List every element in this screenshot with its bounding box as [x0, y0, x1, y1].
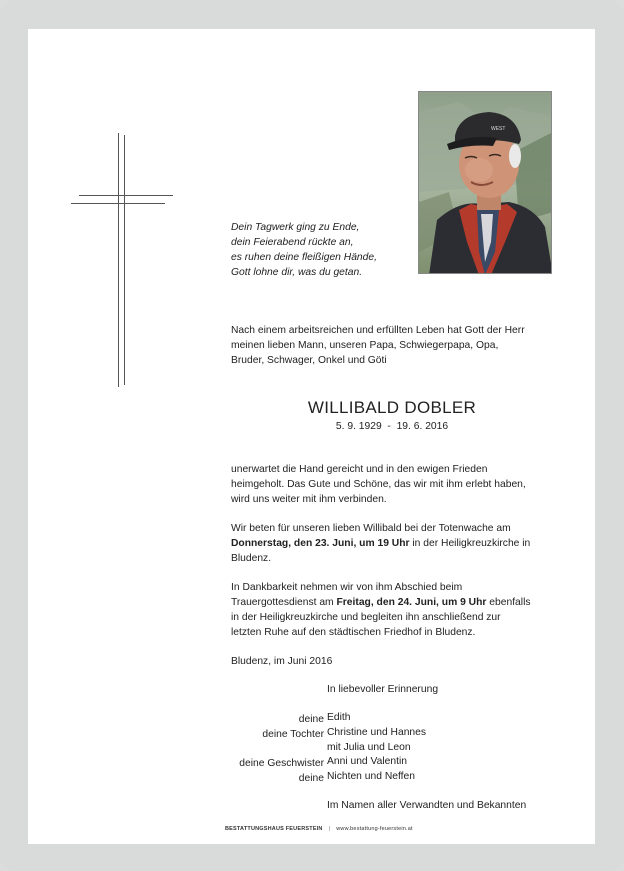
funeral-rest: ebenfalls: [486, 597, 531, 608]
mourner-role: deine Tochter: [262, 729, 324, 740]
poem-line: dein Feierabend rückte an,: [231, 237, 354, 248]
intro-line: Bruder, Schwager, Onkel und Göti: [231, 355, 387, 366]
paragraph-line: [231, 536, 561, 551]
paragraph-wake: [231, 521, 561, 566]
mourner-names: mit Julia und Leon: [327, 742, 411, 753]
life-dates: 5. 9. 1929 - 19. 6. 2016: [335, 421, 449, 432]
wake-date: Donnerstag, den 23. Juni, um 19 Uhr: [231, 538, 410, 549]
poem-line: es ruhen deine fleißigen Hände,: [231, 252, 377, 263]
portrait-photo: [418, 91, 552, 274]
footer-separator: |: [328, 826, 331, 832]
funeral-date: Freitag, den 24. Juni, um 9 Uhr: [336, 597, 487, 608]
place-date-text: Bludenz, im Juni 2016: [231, 656, 333, 667]
deceased-name: WILLIBALD DOBLER: [307, 398, 477, 417]
mourner-names: Anni und Valentin: [327, 756, 407, 767]
paragraph-funeral: [231, 580, 561, 640]
poem-line: Gott lohne dir, was du getan.: [231, 267, 363, 278]
wake-location: in der Heiligkreuzkirche in: [409, 538, 531, 549]
intro-text: [231, 323, 561, 368]
paragraph-line: Wir beten für unseren lieben Willibald bei der Totenwache am: [231, 523, 511, 534]
intro-line: meinen lieben Mann, unseren Papa, Schwiegerpapa, Opa,: [231, 340, 499, 351]
mourner-role: deine: [298, 714, 324, 725]
funeral-intro: Trauergottesdienst am: [231, 597, 337, 608]
paragraph-farewell: [231, 462, 561, 507]
footer: [225, 826, 413, 832]
closing-line: Im Namen aller Verwandten und Bekannten: [327, 800, 527, 811]
paragraph-line: in der Heiligkreuzkirche und begleiten ihn anschließend zur: [231, 612, 501, 623]
mourner-names: Nichten und Neffen: [327, 771, 415, 782]
poem-line: Dein Tagwerk ging zu Ende,: [231, 222, 360, 233]
poem: [231, 220, 431, 280]
footer-brand: BESTATTUNGSHAUS FEUERSTEIN: [225, 826, 323, 832]
mourner-names: Christine und Hannes: [327, 727, 427, 738]
place-date: [231, 654, 561, 669]
paragraph-line: unerwartet die Hand gereicht und in den ewigen Frieden: [231, 464, 488, 475]
mourner-role: deine Geschwister: [239, 758, 324, 769]
portrait-illustration: [419, 92, 552, 274]
paragraph-line: Bludenz.: [231, 553, 272, 564]
memory-line: In liebevoller Erinnerung: [327, 684, 439, 695]
svg-text:WEST: WEST: [491, 126, 506, 132]
paragraph-line: In Dankbarkeit nehmen wir von ihm Abschied beim: [231, 582, 463, 593]
footer-url[interactable]: www.bestattung-feuerstein.at: [336, 826, 413, 832]
mourner-role: deine: [298, 773, 324, 784]
paragraph-line: [231, 595, 561, 610]
mourner-names: Edith: [327, 712, 351, 723]
paragraph-line: letzten Ruhe auf den städtischen Friedhof in Bludenz.: [231, 627, 476, 638]
paragraph-line: heimgeholt. Das Gute und Schöne, das wir mit ihm erlebt haben,: [231, 479, 526, 490]
paragraph-line: wird uns weiter mit ihm verbinden.: [231, 494, 387, 505]
intro-line: Nach einem arbeitsreichen und erfüllten Leben hat Gott der Herr: [231, 325, 525, 336]
